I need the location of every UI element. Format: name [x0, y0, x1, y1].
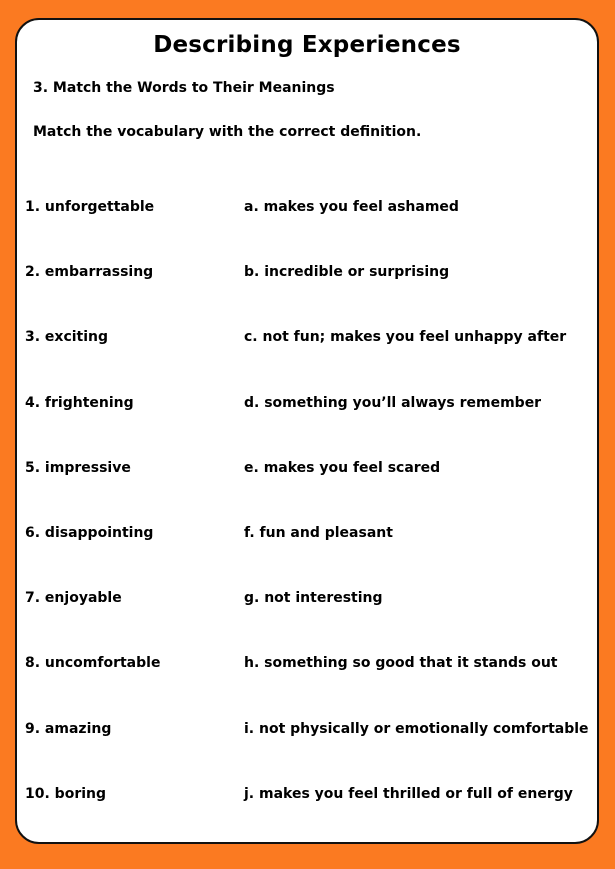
definition-text: c. not fun; makes you feel unhappy after	[244, 329, 567, 346]
match-row	[25, 264, 601, 329]
match-row	[25, 655, 601, 720]
match-row	[25, 786, 601, 851]
definition-text: f. fun and pleasant	[244, 524, 393, 541]
match-row	[25, 525, 601, 590]
match-row	[25, 395, 601, 460]
vocabulary-word: 5. impressive	[25, 459, 131, 476]
definition-text: h. something so good that it stands out	[244, 655, 558, 672]
definition-text: d. something you’ll always remember	[244, 394, 542, 411]
vocabulary-word: 10. boring	[25, 785, 107, 802]
match-row	[25, 329, 601, 394]
vocabulary-word: 4. frightening	[25, 394, 134, 411]
section-heading: 3. Match the Words to Their Meanings	[33, 80, 335, 96]
worksheet-card	[15, 18, 599, 844]
vocabulary-word: 7. enjoyable	[25, 590, 122, 607]
instruction-text: Match the vocabulary with the correct definition.	[33, 124, 422, 140]
vocabulary-word: 1. unforgettable	[25, 199, 155, 215]
vocabulary-word: 9. amazing	[25, 720, 112, 737]
definition-text: j. makes you feel thrilled or full of energy	[244, 785, 573, 802]
definition-text: g. not interesting	[244, 590, 383, 607]
definition-text: a. makes you feel ashamed	[244, 199, 459, 215]
vocabulary-word: 3. exciting	[25, 329, 109, 346]
definition-text: b. incredible or surprising	[244, 264, 450, 281]
definition-text: i. not physically or emotionally comfortable	[244, 720, 589, 737]
vocabulary-word: 2. embarrassing	[25, 264, 154, 281]
match-list	[25, 199, 601, 851]
match-row	[25, 721, 601, 786]
match-row	[25, 460, 601, 525]
match-row	[25, 199, 601, 264]
definition-text: e. makes you feel scared	[244, 459, 441, 476]
match-row	[25, 590, 601, 655]
vocabulary-word: 6. disappointing	[25, 524, 154, 541]
vocabulary-word: 8. uncomfortable	[25, 655, 161, 672]
worksheet-title: Describing Experiences	[153, 32, 461, 58]
